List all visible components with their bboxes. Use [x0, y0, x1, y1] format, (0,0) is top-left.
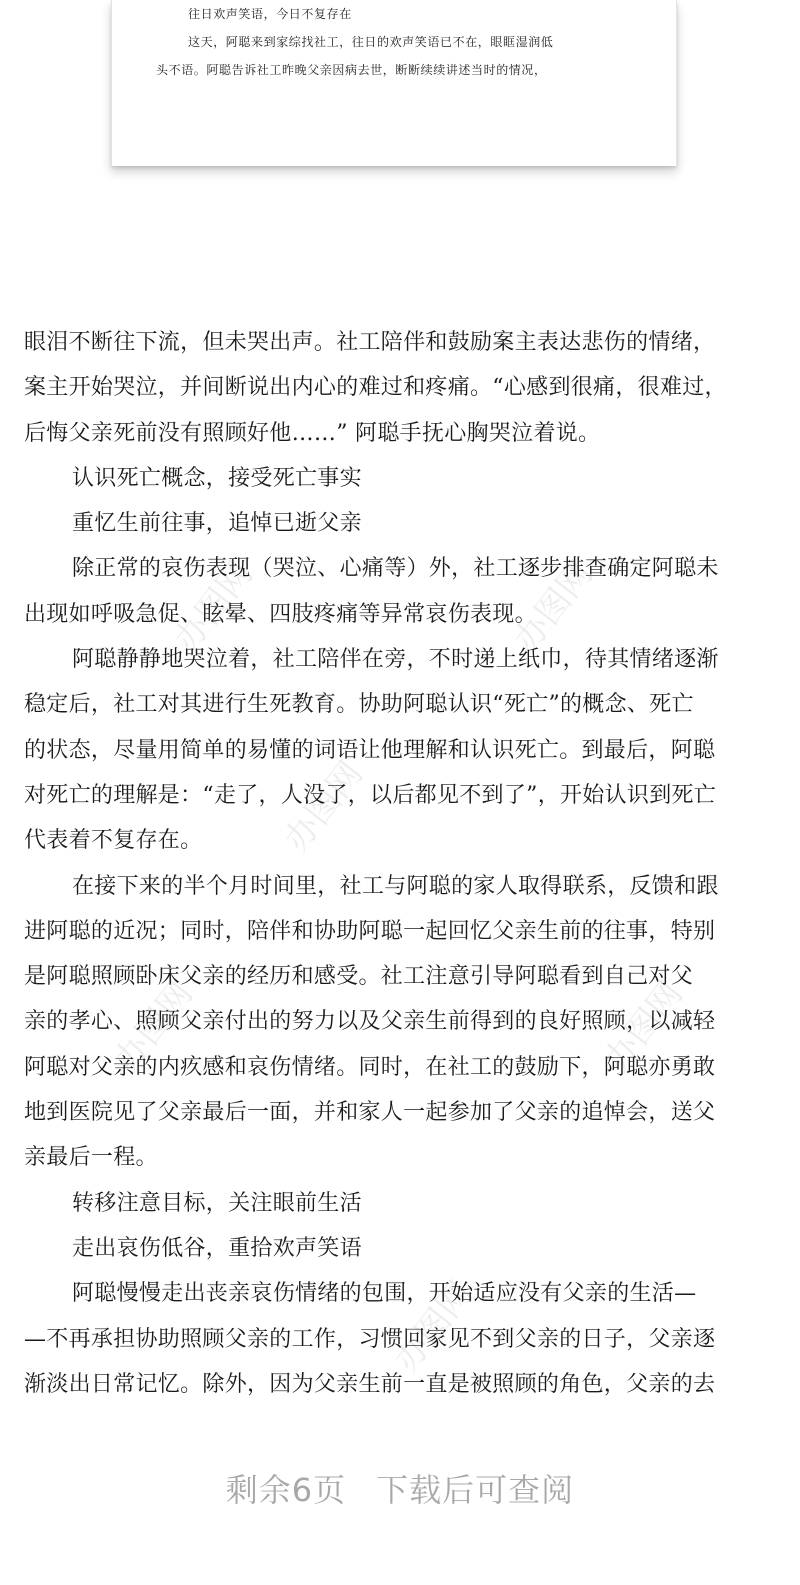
paragraph-line: 在接下来的半个月时间里，社工与阿聪的家人取得联系，反馈和跟 — [72, 873, 719, 899]
remaining-pages-label[interactable]: 剩余6页 — [225, 1471, 347, 1509]
preview-heading: 往日欢声笑语，今日不复存在 — [188, 7, 352, 21]
section-heading: 走出哀伤低谷，重拾欢声笑语 — [72, 1235, 362, 1261]
paragraph-line: 亲最后一程。 — [24, 1145, 158, 1171]
paragraph-line: 是阿聪照顾卧床父亲的经历和感受。社工注意引导阿聪看到自己对父 — [24, 964, 694, 990]
paragraph-line: 后悔父亲死前没有照顾好他……” 阿聪手抚心胸哭泣着说。 — [24, 420, 601, 446]
preview-paragraph-line: 头不语。阿聪告诉社工昨晚父亲因病去世，断断续续讲述当时的情况， — [156, 63, 547, 77]
paragraph-line: 地到医院见了父亲最后一面，并和家人一起参加了父亲的追悼会，送父 — [24, 1100, 716, 1126]
paragraph-line: —不再承担协助照顾父亲的工作，习惯回家见不到父亲的日子，父亲逐 — [24, 1326, 716, 1352]
paragraph-line: 代表着不复存在。 — [24, 828, 203, 854]
watermark: 办图网 — [506, 554, 601, 660]
paragraph-line: 眼泪不断往下流，但未哭出声。社工陪伴和鼓励案主表达悲伤的情绪， — [24, 330, 716, 355]
download-prompt[interactable] — [0, 1455, 800, 1525]
page-preview-card — [111, 0, 677, 166]
section-heading: 认识死亡概念，接受死亡事实 — [72, 465, 362, 491]
paragraph-line: 对死亡的理解是：“走了，人没了，以后都见不到了”，开始认识到死亡 — [24, 782, 717, 808]
paragraph-line: 阿聪对父亲的内疚感和哀伤情绪。同时，在社工的鼓励下，阿聪亦勇敢 — [24, 1054, 716, 1080]
paragraph-line: 渐淡出日常记忆。除外，因为父亲生前一直是被照顾的角色，父亲的去 — [24, 1371, 716, 1397]
paragraph-line: 进阿聪的近况；同时，陪伴和协助阿聪一起回忆父亲生前的往事，特别 — [24, 918, 716, 944]
paragraph-line: 案主开始哭泣，并间断说出内心的难过和疼痛。“心感到很痛，很难过， — [24, 375, 727, 401]
paragraph-line: 的状态，尽量用简单的易懂的词语让他理解和认识死亡。到最后，阿聪 — [24, 737, 716, 763]
preview-paragraph-line: 这天，阿聪来到家综找社工，往日的欢声笑语已不在，眼眶湿润低 — [188, 35, 554, 49]
section-heading: 转移注意目标，关注眼前生活 — [72, 1190, 362, 1216]
section-heading: 重忆生前往事，追悼已逝父亲 — [72, 511, 362, 537]
paragraph-line: 稳定后，社工对其进行生死教育。协助阿聪认识“死亡”的概念、死亡 — [24, 692, 694, 718]
paragraph-line: 出现如呼吸急促、眩晕、四肢疼痛等异常哀伤表现。 — [24, 601, 537, 627]
watermark: 办图网 — [596, 974, 691, 1080]
watermark: 办图网 — [386, 1274, 481, 1380]
download-to-view-label[interactable]: 下载后可查阅 — [376, 1471, 575, 1509]
document-body — [24, 320, 776, 1407]
paragraph-line: 阿聪静静地哭泣着，社工陪伴在旁，不时递上纸巾，待其情绪逐渐 — [72, 647, 719, 673]
watermark: 办图网 — [106, 974, 201, 1080]
watermark: 办图网 — [276, 754, 371, 860]
paragraph-line: 亲的孝心、照顾父亲付出的努力以及父亲生前得到的良好照顾，以减轻 — [24, 1009, 716, 1035]
paragraph-line: 除正常的哀伤表现（哭泣、心痛等）外，社工逐步排查确定阿聪未 — [72, 556, 719, 582]
paragraph-line: 阿聪慢慢走出丧亲哀伤情绪的包围，开始适应没有父亲的生活— — [72, 1281, 697, 1307]
watermark: 办图网 — [166, 554, 261, 660]
